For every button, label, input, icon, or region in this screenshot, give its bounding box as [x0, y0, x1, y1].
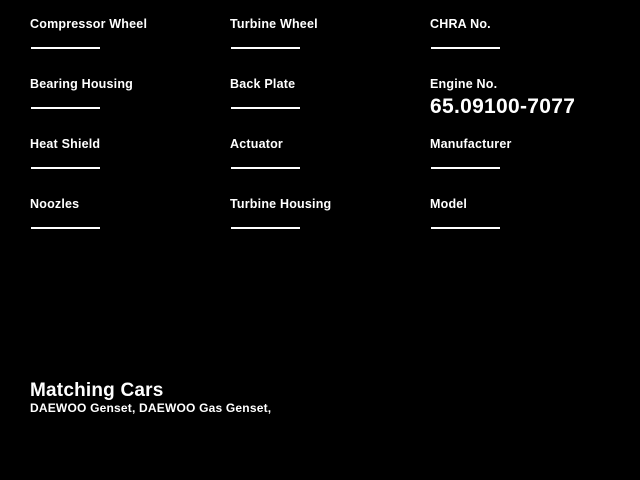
field-model	[430, 197, 630, 257]
matching-cars-list: DAEWOO Genset, DAEWOO Gas Genset,	[30, 401, 272, 415]
field-heat-shield	[30, 137, 230, 197]
field-label-chra-no: CHRA No.	[430, 17, 491, 31]
field-label-model: Model	[430, 197, 468, 211]
part-fields-grid	[30, 17, 630, 257]
field-label-engine-no: Engine No.	[430, 77, 498, 91]
field-label-actuator: Actuator	[230, 137, 283, 151]
field-back-plate	[230, 77, 430, 137]
field-noozles	[30, 197, 230, 257]
field-underline-noozles	[31, 227, 100, 229]
field-label-manufacturer: Manufacturer	[430, 137, 512, 151]
field-label-compressor-wheel: Compressor Wheel	[30, 17, 148, 31]
field-underline-heat-shield	[31, 167, 100, 169]
engine-no-value: 65.09100-7077	[430, 95, 576, 118]
field-underline-compressor-wheel	[31, 47, 100, 49]
field-underline-bearing-housing	[31, 107, 100, 109]
field-underline-turbine-housing	[231, 227, 300, 229]
field-chra-no	[430, 17, 630, 77]
field-actuator	[230, 137, 430, 197]
field-underline-manufacturer	[431, 167, 500, 169]
field-underline-model	[431, 227, 500, 229]
field-turbine-housing	[230, 197, 430, 257]
field-underline-chra-no	[431, 47, 500, 49]
field-compressor-wheel	[30, 17, 230, 77]
field-turbine-wheel	[230, 17, 430, 77]
field-engine-no	[430, 77, 630, 137]
field-label-heat-shield: Heat Shield	[30, 137, 101, 151]
field-underline-actuator	[231, 167, 300, 169]
field-bearing-housing	[30, 77, 230, 137]
field-label-turbine-wheel: Turbine Wheel	[230, 17, 318, 31]
matching-cars-title: Matching Cars	[30, 380, 164, 401]
matching-cars-section	[30, 381, 271, 415]
field-manufacturer	[430, 137, 630, 197]
field-underline-turbine-wheel	[231, 47, 300, 49]
field-underline-back-plate	[231, 107, 300, 109]
field-label-bearing-housing: Bearing Housing	[30, 77, 134, 91]
field-label-noozles: Noozles	[30, 197, 80, 211]
field-label-back-plate: Back Plate	[230, 77, 296, 91]
field-label-turbine-housing: Turbine Housing	[230, 197, 332, 211]
